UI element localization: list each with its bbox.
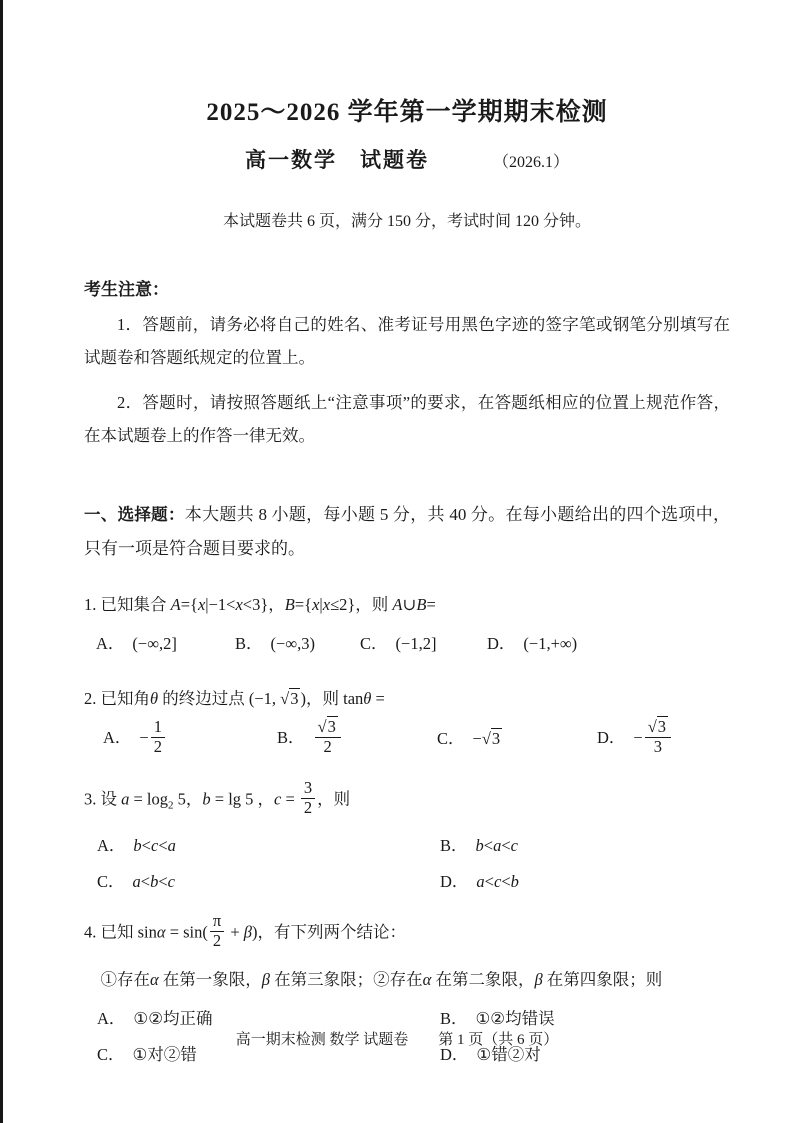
question-2-option-a: A． − $\frac{1}{2}$ — [103, 720, 277, 759]
question-4-option-b: B． ①②均错误 — [440, 1008, 555, 1028]
notice-item-2: 2．答题时，请按照答题纸上“注意事项”的要求，在答题纸相应的位置上规范作答，在本试题卷上的作答一律无效。 — [84, 393, 730, 445]
subtitle-row — [84, 144, 730, 174]
question-4-stem: 4. 已知 sinα = sin( $\frac{\pi}{2}$ + β)，有下列两个结论： — [84, 910, 406, 950]
section-heading-desc: 本大题共 8 小题，每小题 5 分，共 40 分。在每小题给出的四个选项中，只有一项是符合题目要求的。 — [84, 505, 731, 558]
question-2-option-c: C． −√3 — [437, 729, 501, 749]
question-4-conclusions: ①存在α 在第一象限，β 在第三象限；②存在α 在第二象限，β 在第四象限；则 — [100, 969, 663, 989]
page-footer: 高一期末检测 数学 试题卷 第 1 页（共 6 页） — [235, 1032, 559, 1048]
question-4-option-a: A． ①②均正确 — [97, 1008, 213, 1028]
page-title: 2025～2026 学年第一学期期末检测 — [206, 99, 608, 126]
question-3-option-b: B． b<a<c — [440, 835, 518, 855]
question-2 — [84, 686, 730, 759]
notice-section — [84, 275, 730, 452]
question-4-option-c: C． ①对②错 — [97, 1044, 197, 1064]
question-1-option-a: A． (−∞,2] — [96, 634, 177, 653]
exam-subject-title: 高一数学 试题卷 — [244, 148, 429, 172]
question-1-stem: 1. 已知集合 A={x|−1<x<3}，B={x|x≤2}，则 A∪B= — [84, 595, 436, 614]
exam-date: （2026.1） — [492, 154, 569, 171]
section-heading — [84, 498, 730, 566]
question-3-option-a: A． b<c<a — [97, 835, 176, 855]
question-3-option-d: D． a<c<b — [440, 871, 519, 891]
question-1-option-d: D． (−1,+∞) — [487, 634, 578, 653]
question-3 — [84, 777, 730, 894]
question-1-option-b: B． (−∞,3) — [235, 634, 315, 653]
question-4-option-d: D． ①错②对 — [440, 1044, 541, 1064]
exam-info-line: 本试题卷共 6 页，满分 150 分，考试时间 120 分钟。 — [222, 213, 591, 230]
notice-title: 考生注意： — [84, 280, 169, 299]
question-3-options-row-2 — [84, 870, 730, 894]
question-3-option-c: C． a<b<c — [97, 871, 175, 891]
question-2-option-b: B． $\frac{√3}{2}$ — [277, 720, 437, 759]
scan-edge-line — [0, 0, 3, 1123]
question-2-options — [84, 717, 730, 759]
question-1 — [84, 592, 730, 656]
question-2-stem: 2. 已知角θ 的终边过点 (−1, √3 )，则 tanθ = — [84, 689, 385, 708]
question-2-option-d: D． − $\frac{√3}{3}$ — [597, 720, 730, 759]
section-heading-label: 一、选择题： — [84, 506, 185, 524]
question-3-options-row-1 — [84, 834, 730, 858]
question-1-options — [84, 632, 730, 656]
question-3-stem: 3. 设 $a = \log_2 5$，b = lg 5 ，c = $\frac{3}{2}$ ，则 — [84, 777, 351, 817]
question-1-option-c: C． (−1,2] — [360, 634, 437, 653]
notice-item-1: 1．答题前，请务必将自己的姓名、准考证号用黑色字迹的签字笔或钢笔分别填写在试题卷和答题纸规定的位置上。 — [84, 315, 730, 367]
